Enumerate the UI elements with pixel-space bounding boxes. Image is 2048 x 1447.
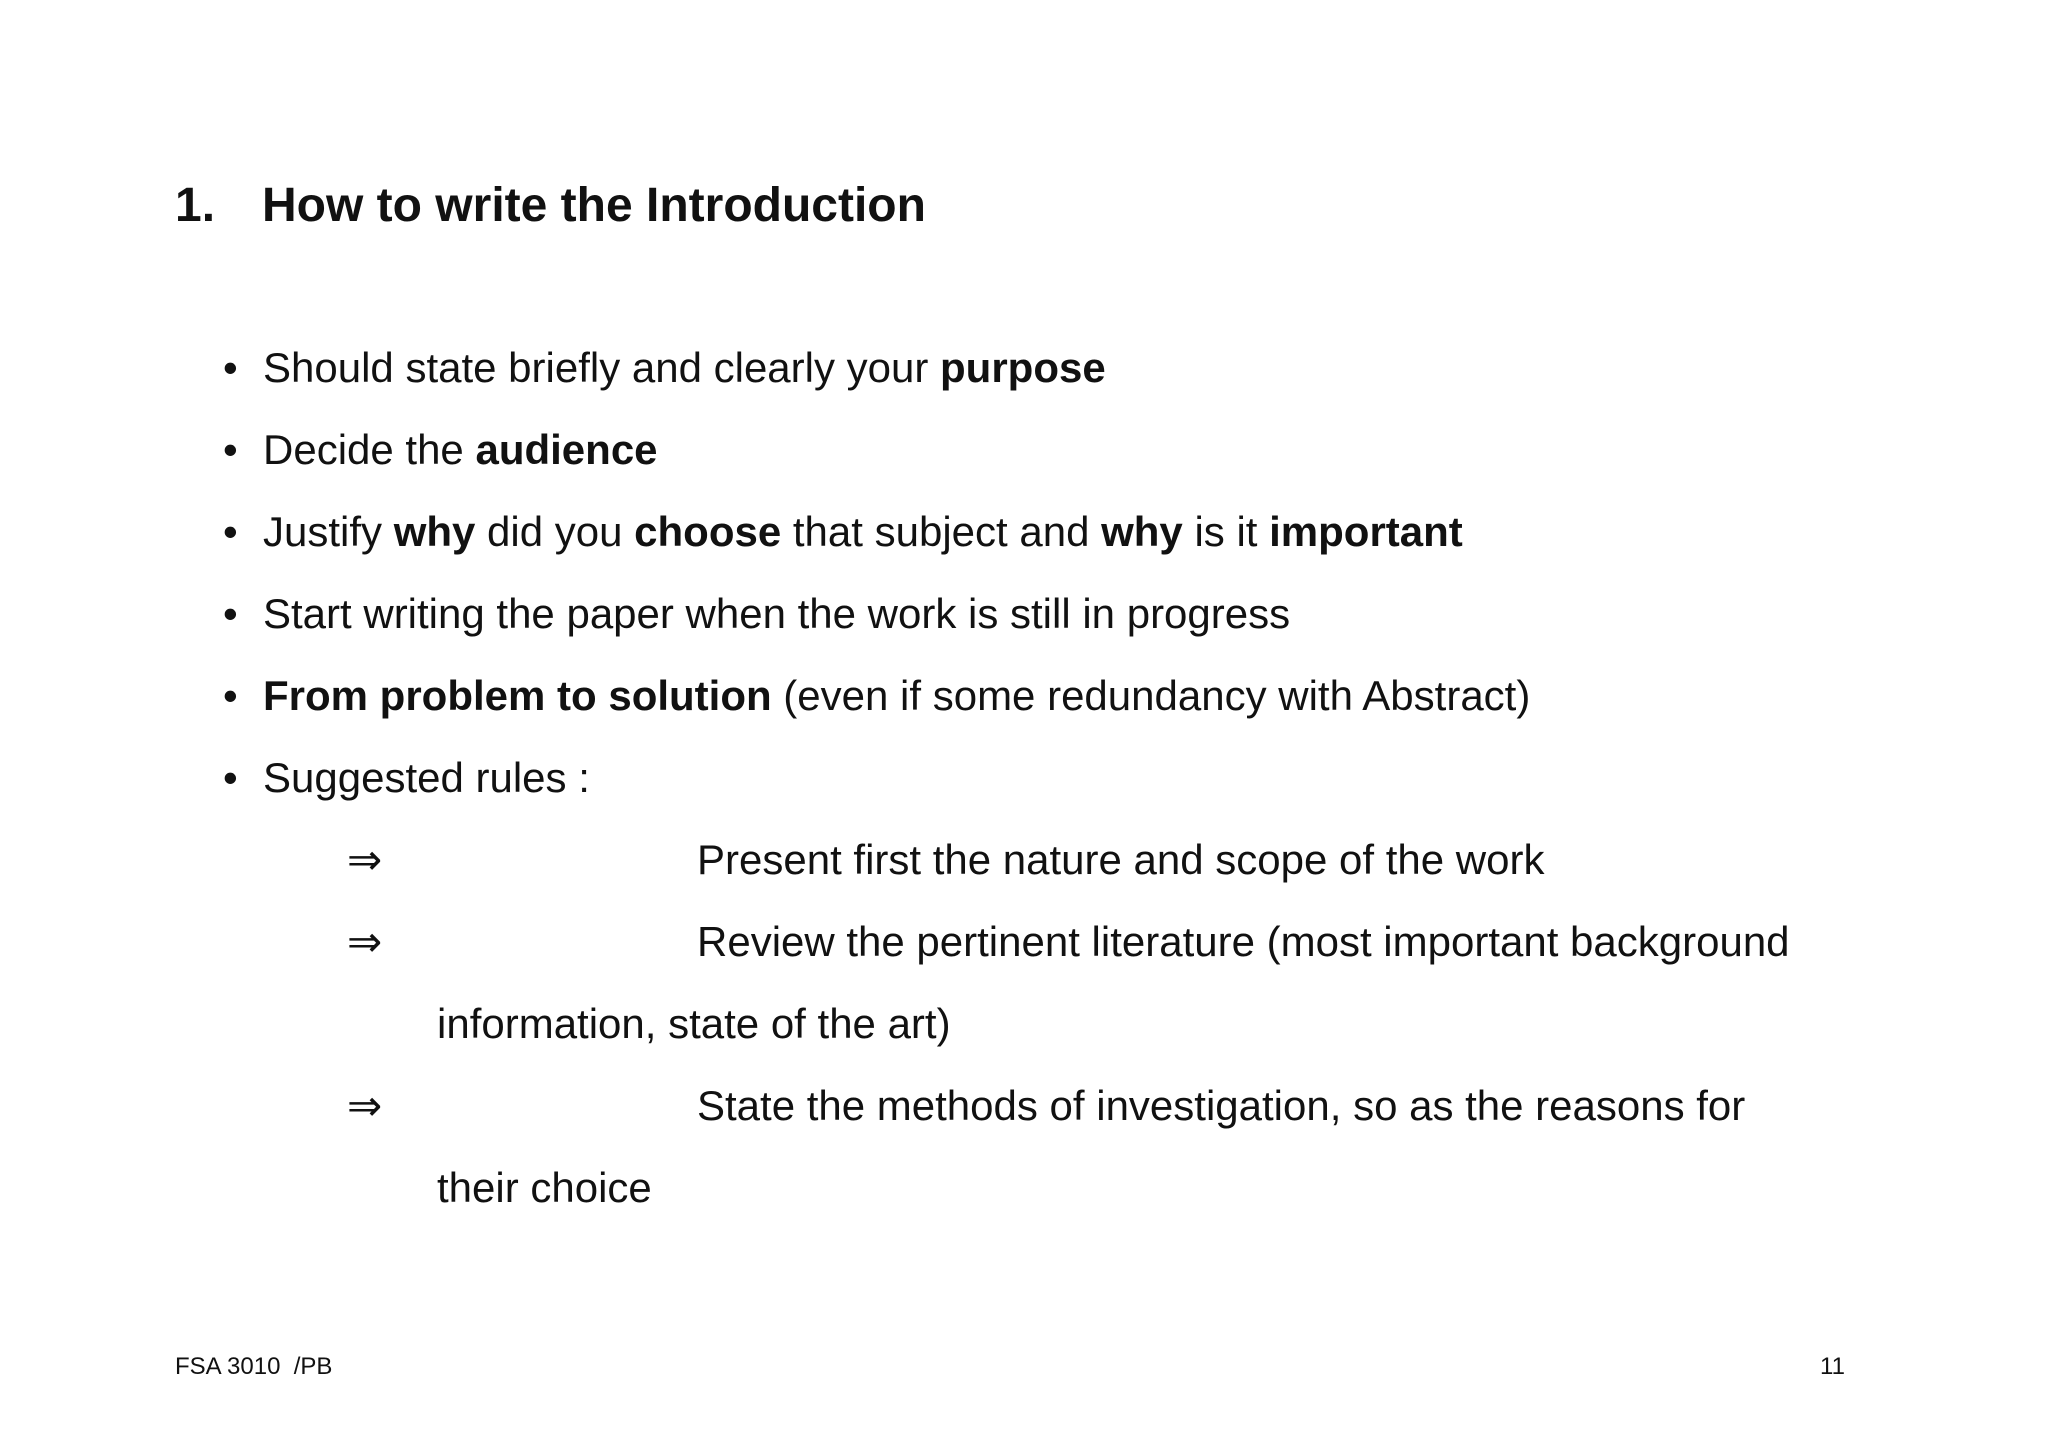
bullet-text-run: Should state briefly and clearly your [263, 344, 941, 391]
rule-text-continuation: their choice [437, 1164, 652, 1211]
bullet-dot-icon: • [223, 590, 238, 637]
bullet-dot-icon: • [223, 672, 238, 719]
bullet-text-bold: From problem to solution [263, 672, 772, 719]
bullet-dot-icon: • [223, 508, 238, 555]
bullet-text [263, 338, 1106, 398]
section-title: How to write the Introduction [262, 179, 926, 232]
bullet-text [263, 502, 1463, 562]
bullet-text-run: Suggested rules : [263, 754, 590, 801]
rule-text: State the methods of investigation, so as the reasons for [697, 1082, 1746, 1129]
bullet-text-run: did you [475, 508, 635, 555]
bullet-text-run: is it [1182, 508, 1270, 555]
bullet-text-run: that subject and [781, 508, 1102, 555]
bullet-text-run: Justify [263, 508, 394, 555]
page-number: 11 [1820, 1353, 1845, 1380]
bullet-text-bold: important [1269, 508, 1463, 555]
bullet-dot-icon: • [223, 344, 238, 391]
bullet-text-run: Decide the [263, 426, 476, 473]
implies-arrow-icon: ⇒ [347, 835, 383, 884]
bullet-text-bold: why [393, 508, 476, 555]
section-number: 1. [175, 179, 216, 232]
footer-course-code: FSA 3010 /PB [175, 1353, 333, 1380]
bullet-text-bold: audience [475, 426, 658, 473]
bullet-text-run: (even if some redundancy with Abstract) [771, 672, 1531, 719]
rule-text: Review the pertinent literature (most important background [697, 918, 1790, 965]
bullet-text-run: Start writing the paper when the work is still in progress [263, 590, 1291, 637]
section-heading [175, 176, 926, 236]
bullet-dot-icon: • [223, 754, 238, 801]
bullet-text-bold: choose [634, 508, 782, 555]
bullet-text [263, 420, 658, 480]
bullet-text-bold: why [1101, 508, 1183, 555]
bullet-text [263, 584, 1290, 644]
bullet-text [263, 666, 1530, 726]
implies-arrow-icon: ⇒ [347, 1081, 383, 1130]
bullet-text [263, 748, 590, 808]
rule-text-continuation: information, state of the art) [437, 1000, 951, 1047]
rule-text: Present first the nature and scope of the work [697, 836, 1545, 883]
bullet-text-bold: purpose [940, 344, 1106, 391]
bullet-dot-icon: • [223, 426, 238, 473]
implies-arrow-icon: ⇒ [347, 917, 383, 966]
